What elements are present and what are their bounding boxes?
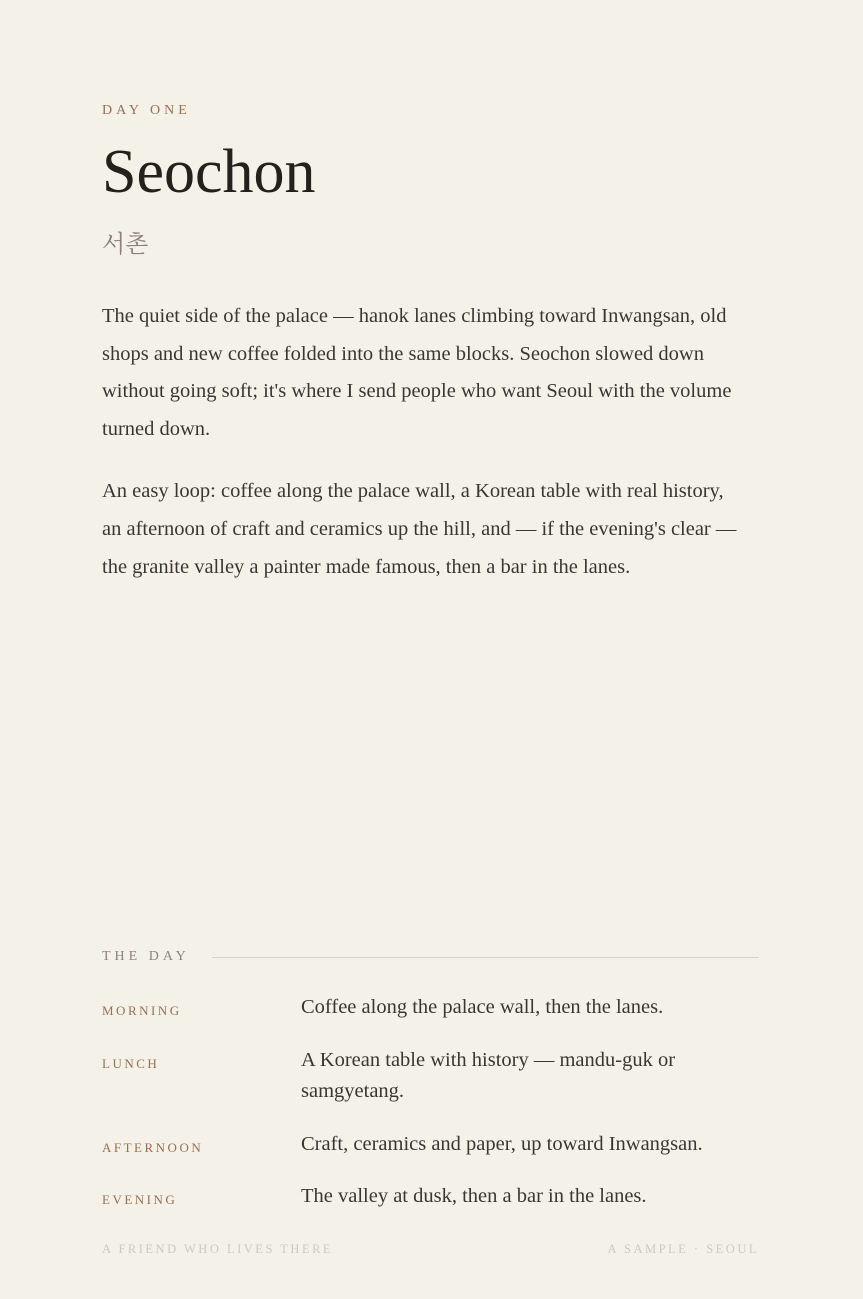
day-page	[102, 0, 759, 1299]
slot-description: Coffee along the palace wall, then the lanes.	[301, 996, 664, 1018]
slot-label: LUNCH	[102, 1056, 160, 1071]
footer-sample-label: A SAMPLE · SEOUL	[607, 1242, 759, 1256]
slot-description: The valley at dusk, then a bar in the lanes.	[301, 1185, 647, 1207]
intro-paragraph-2: An easy loop: coffee along the palace wall, a Korean table with real history, an afternoon of craft and ceramics up the hill, and — if the evening's clear — the granite valley a painter made famous, then a bar in the lanes.	[102, 480, 737, 578]
intro-text	[102, 298, 747, 611]
slot-label: AFTERNOON	[102, 1140, 204, 1155]
intro-paragraph-1: The quiet side of the palace — hanok lanes climbing toward Inwangsan, old shops and new coffee folded into the same blocks. Seochon slowed down without going soft; it's where I send people who want Seoul with the volume turned down.	[102, 305, 732, 440]
divider	[212, 957, 759, 958]
footer-credit: A FRIEND WHO LIVES THERE	[102, 1242, 334, 1256]
day-schedule	[102, 945, 759, 1207]
slot-description: Craft, ceramics and paper, up toward Inwangsan.	[301, 1133, 703, 1155]
page-subtitle-korean: 서촌	[102, 230, 149, 258]
slot-description: A Korean table with history — mandu-guk or samgyetang.	[301, 1049, 676, 1102]
day-eyebrow: DAY ONE	[102, 103, 191, 118]
day-schedule-heading: THE DAY	[102, 949, 190, 964]
page-title: Seochon	[102, 138, 316, 206]
slot-label: MORNING	[102, 1003, 182, 1018]
slot-label: EVENING	[102, 1192, 178, 1207]
day-schedule-header	[102, 945, 759, 969]
